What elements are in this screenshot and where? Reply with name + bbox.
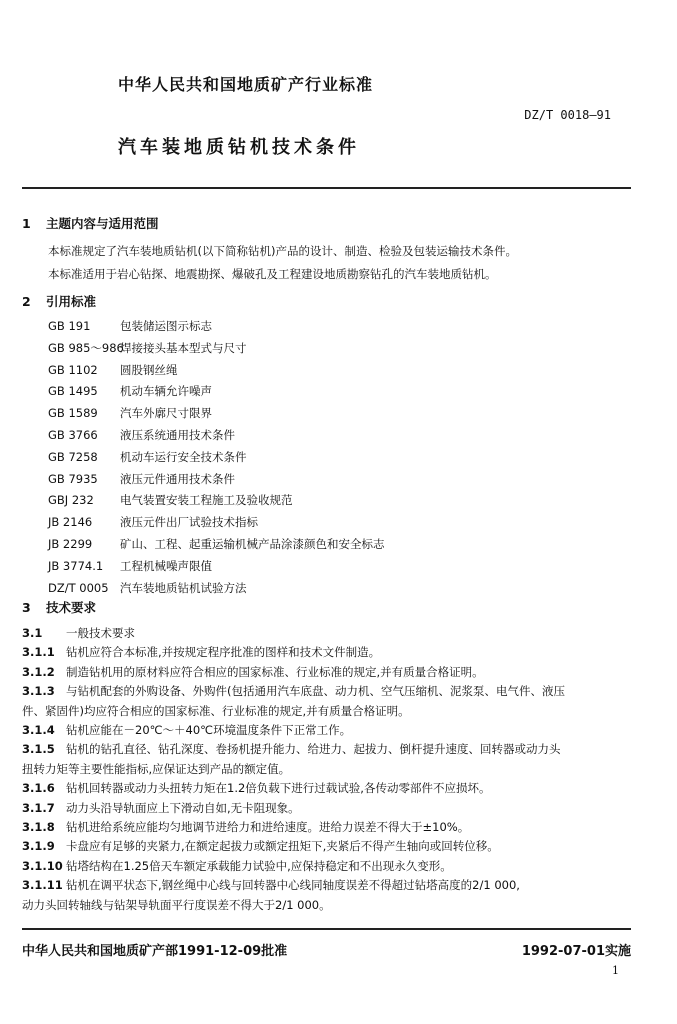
- clause-line: [22, 819, 469, 835]
- reference-code: GB 191: [48, 319, 91, 333]
- reference-code: GB 7935: [48, 471, 98, 486]
- reference-name: 矿山、工程、起重运输机械产品涂漆颜色和安全标志: [120, 537, 385, 551]
- reference-item: [48, 427, 235, 443]
- clause-line: [22, 858, 452, 874]
- clause-number: 3.1.4: [22, 723, 55, 737]
- section-1-heading: [22, 214, 159, 232]
- reference-item: [48, 405, 212, 421]
- effective-date: 1992-07-01实施: [521, 944, 631, 959]
- section-1-paragraph-1: 本标准规定了汽车装地质钻机(以下简称钻机)产品的设计、制造、检验及包装运输技术条件。: [48, 244, 517, 258]
- bottom-rule: [22, 928, 631, 930]
- reference-item: [48, 449, 247, 465]
- clause-text: 钻机应能在－20℃～＋40℃环境温度条件下正常工作。: [66, 723, 352, 737]
- document-title: 汽车装地质钻机技术条件: [118, 137, 360, 158]
- clause-text: 与钻机配套的外购设备、外购件(包括通用汽车底盘、动力机、空气压缩机、泥浆泵、电气件、液压: [66, 684, 565, 699]
- reference-name: 圆股钢丝绳: [120, 362, 178, 377]
- reference-code: GB 985～986: [48, 340, 124, 355]
- clause-number: 3.1.1: [22, 645, 55, 660]
- reference-item: [48, 362, 178, 378]
- clause-number: 3.1.6: [22, 781, 55, 796]
- section-number: 1: [22, 216, 31, 231]
- clause-text: 扭转力矩等主要性能指标,应保证达到产品的额定值。: [22, 761, 291, 776]
- reference-code: JB 3774.1: [48, 558, 104, 573]
- clause-number: 3.1.7: [22, 800, 55, 815]
- reference-name: 焊接接头基本型式与尺寸: [120, 340, 247, 355]
- clause-number: 3.1.5: [22, 742, 55, 757]
- clause-text: 钻机应符合本标准,并按规定程序批准的图样和技术文件制造。: [66, 645, 381, 660]
- reference-item: [48, 492, 293, 508]
- reference-name: 工程机械噪声限值: [120, 558, 212, 573]
- reference-item: [48, 340, 247, 356]
- clause-number: 3.1.11: [22, 878, 63, 893]
- reference-name: 包装储运图示标志: [120, 319, 212, 333]
- reference-name: 电气装置安装工程施工及验收规范: [120, 493, 293, 508]
- approval-line: 中华人民共和国地质矿产部1991-12-09批准: [22, 944, 288, 959]
- section-title: 技术要求: [46, 600, 97, 615]
- clause-line: [22, 664, 484, 680]
- reference-code: JB 2299: [48, 537, 93, 551]
- reference-name: 机动车运行安全技术条件: [120, 449, 247, 464]
- reference-item: [48, 536, 385, 552]
- clause-text: 动力头沿导轨面应上下滑动自如,无卡阻现象。: [66, 800, 300, 815]
- clause-line: [22, 625, 135, 641]
- section-1-paragraph-2: 本标准适用于岩心钻探、地震勘探、爆破孔及工程建设地质勘察钻孔的汽车装地质钻机。: [48, 267, 497, 281]
- clause-line: [22, 761, 290, 777]
- clause-line: [22, 722, 351, 738]
- top-rule: [22, 187, 631, 189]
- reference-name: 汽车外廓尺寸限界: [120, 406, 212, 421]
- reference-code: GB 1495: [48, 384, 98, 399]
- reference-code: GB 7258: [48, 449, 98, 464]
- reference-item: [48, 514, 258, 530]
- clause-line: [22, 741, 561, 757]
- clause-number: 3.1.2: [22, 664, 55, 679]
- clause-text: 钻机的钻孔直径、钻孔深度、卷扬机提升能力、给进力、起拔力、倒杆提升速度、回转器或动力头: [66, 742, 561, 757]
- clause-text: 动力头回转轴线与钻架导轨面平行度误差不得大于2/1 000。: [22, 897, 331, 912]
- section-number: 3: [22, 600, 31, 615]
- reference-name: 液压元件通用技术条件: [120, 471, 235, 486]
- reference-code: GB 1589: [48, 406, 98, 421]
- reference-code: GB 1102: [48, 362, 98, 377]
- reference-name: 液压元件出厂试验技术指标: [120, 515, 258, 530]
- clause-line: [22, 877, 520, 893]
- clause-line: [22, 780, 490, 796]
- clause-text: 一般技术要求: [66, 626, 135, 640]
- section-title: 主题内容与适用范围: [46, 216, 159, 231]
- reference-item: [48, 471, 235, 487]
- clause-text: 钻机回转器或动力头扭转力矩在1.2倍负载下进行过载试验,各传动零部件不应损坏。: [66, 781, 491, 796]
- section-title: 引用标准: [46, 294, 97, 309]
- clause-text: 钻机进给系统应能均匀地调节进给力和进给速度。进给力误差不得大于±10%。: [66, 820, 470, 834]
- clause-line: [22, 683, 565, 699]
- section-number: 2: [22, 294, 31, 309]
- reference-name: 汽车装地质钻机试验方法: [120, 580, 247, 595]
- clause-text: 制造钻机用的原材料应符合相应的国家标准、行业标准的规定,并有质量合格证明。: [66, 664, 484, 679]
- reference-code: GB 3766: [48, 428, 98, 442]
- reference-name: 机动车辆允许噪声: [120, 384, 212, 399]
- clause-number: 3.1: [22, 626, 43, 640]
- clause-line: [22, 800, 300, 816]
- reference-item: [48, 580, 247, 596]
- reference-item: [48, 318, 212, 334]
- clause-line: [22, 838, 499, 854]
- section-3-heading: [22, 598, 96, 616]
- clause-text: 卡盘应有足够的夹紧力,在额定起拔力或额定扭矩下,夹紧后不得产生轴向或回转位移。: [66, 839, 499, 854]
- clause-number: 3.1.8: [22, 820, 55, 834]
- reference-code: JB 2146: [48, 515, 93, 530]
- clause-text: 钻机在调平状态下,钢丝绳中心线与回转器中心线同轴度误差不得超过钻塔高度的2/1 000,: [66, 878, 520, 893]
- reference-item: [48, 383, 212, 399]
- reference-code: GBJ 232: [48, 493, 94, 508]
- clause-line: [22, 703, 410, 719]
- clause-line: [22, 897, 331, 913]
- clause-text: 钻塔结构在1.25倍天车额定承载能力试验中,应保持稳定和不出现永久变形。: [66, 858, 452, 873]
- clause-number: 3.1.3: [22, 684, 55, 699]
- standard-code: DZ/T 0018—91: [524, 108, 611, 122]
- clause-number: 3.1.9: [22, 839, 55, 854]
- reference-item: [48, 558, 212, 574]
- reference-code: DZ/T 0005: [48, 580, 109, 595]
- clause-number: 3.1.10: [22, 858, 63, 873]
- clause-text: 件、紧固件)均应符合相应的国家标准、行业标准的规定,并有质量合格证明。: [22, 703, 410, 718]
- page-number: 1: [612, 964, 619, 977]
- section-2-heading: [22, 292, 96, 310]
- issuing-org: 中华人民共和国地质矿产行业标准: [118, 75, 374, 94]
- clause-line: [22, 644, 380, 660]
- reference-name: 液压系统通用技术条件: [120, 428, 235, 442]
